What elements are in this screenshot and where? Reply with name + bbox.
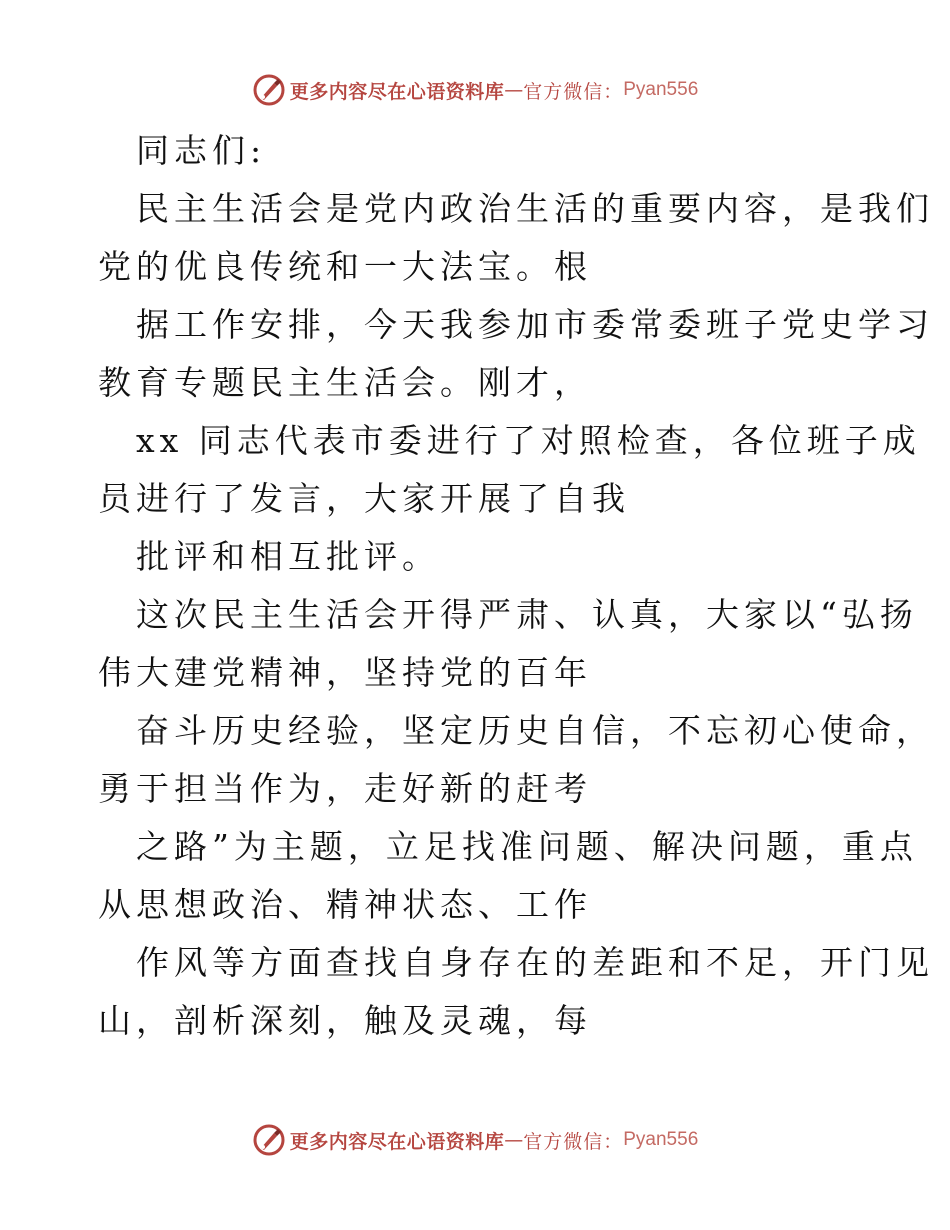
body-line: 奋斗历史经验，坚定历史自信，不忘初心使命， <box>136 711 934 750</box>
body-line: 员进行了发言，大家开展了自我 <box>98 479 630 518</box>
body-line: 伟大建党精神，坚持党的百年 <box>98 653 592 692</box>
header-wechat-id: Pyan556 <box>623 79 699 100</box>
body-line: 山，剖析深刻，触及灵魂，每 <box>98 1001 592 1040</box>
header-site-name: 更多内容尽在心语资料库 <box>289 80 505 103</box>
body-line: xx 同志代表市委进行了对照检查，各位班子成 <box>136 421 921 460</box>
footer-wechat-label: 官方微信： <box>523 1130 624 1153</box>
footer-wechat-id: Pyan556 <box>623 1129 699 1150</box>
header-watermark <box>0 70 950 110</box>
footer-separator: — <box>504 1129 524 1151</box>
pen-logo-icon <box>252 1123 286 1157</box>
body-line: 作风等方面查找自身存在的差距和不足，开门见 <box>136 943 934 982</box>
footer-watermark <box>0 1120 950 1160</box>
header-wechat-label: 官方微信： <box>523 80 624 103</box>
footer-site-name: 更多内容尽在心语资料库 <box>289 1130 505 1153</box>
body-line: 勇于担当作为，走好新的赶考 <box>98 769 592 808</box>
body-line: 据工作安排，今天我参加市委常委班子党史学习 <box>136 305 934 344</box>
body-line: 这次民主生活会开得严肃、认真，大家以“弘扬 <box>136 595 918 634</box>
pen-logo-icon <box>252 73 286 107</box>
header-separator: — <box>504 79 524 101</box>
body-line: 民主生活会是党内政治生活的重要内容，是我们 <box>136 189 934 228</box>
body-line: 党的优良传统和一大法宝。根 <box>98 247 592 286</box>
document-body <box>98 122 934 1050</box>
body-line: 从思想政治、精神状态、工作 <box>98 885 592 924</box>
body-line: 之路”为主题，立足找准问题、解决问题，重点 <box>136 827 918 866</box>
body-line: 同志们: <box>136 131 267 170</box>
body-line: 教育专题民主生活会。刚才， <box>98 363 592 402</box>
body-line: 批评和相互批评。 <box>136 537 440 576</box>
